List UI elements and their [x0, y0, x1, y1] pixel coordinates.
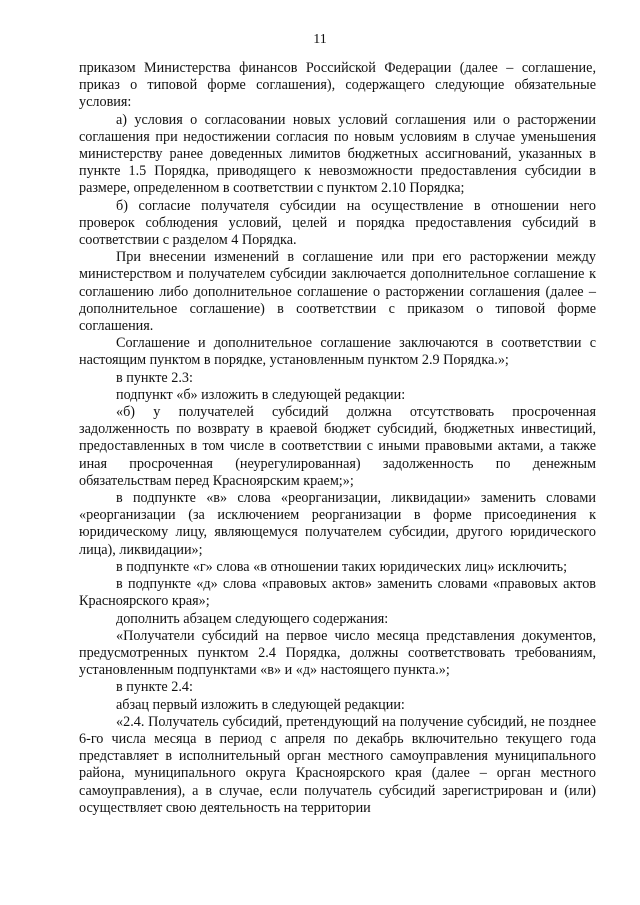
paragraph-add-abzac: дополнить абзацем следующего содержания:: [116, 610, 389, 627]
paragraph-clause-2-4-text: «2.4. Получатель субсидий, претендующий на получение субсидий, не позднее 6-го числа месяца в период с апреля по декабрь включительно текущего года представляет в исполнительный орган местного самоуправления муниципального района, муниципального округа Красноярского края (далее – орган местного самоуправления), а в случае, если получатель субсидий зарегистрирован и (или) осуществляет свою деятельность на территории: [79, 713, 596, 816]
paragraph-condition-a: а) условия о согласовании новых условий соглашения или о расторжении соглашения при недостижении согласия по новым условиям в случае уменьшения министерству ранее доведенных лимитов бюджетных ассигнований, указанных в пункте 1.5 Порядка, приводящего к невозможности предоставления субсидии в размере, определенном в соответствии с пунктом 2.10 Порядка;: [79, 111, 596, 197]
paragraph-recipients-requirement: «Получатели субсидий на первое число месяца представления документов, предусмотренных пунктом 2.4 Порядка, должны соответствовать требованиям, установленным подпунктами «в» и «д» настоящего пункта.»;: [79, 627, 596, 679]
page-number: 11: [313, 32, 327, 47]
document-body: [79, 60, 596, 817]
paragraph-amendments: При внесении изменений в соглашение или при его расторжении между министерством и получателем субсидии заключается дополнительное соглашение к соглашению либо дополнительное соглашение о расторжении соглашения (далее – дополнительное соглашение) в соответствии с приказом о типовой форме соглашения.: [79, 249, 596, 335]
paragraph-condition-b: б) согласие получателя субсидии на осуществление в отношении него проверок соблюдения условий, целей и порядка предоставления субсидий в соответствии с разделом 4 Порядка.: [79, 197, 596, 249]
paragraph-agreement-conclusion: Соглашение и дополнительное соглашение заключаются в соответствии с настоящим пунктом в порядке, установленным пунктом 2.9 Порядка.»;: [79, 335, 596, 369]
paragraph-clause-2-4: в пункте 2.4:: [116, 679, 193, 696]
paragraph-subclause-v: в подпункте «в» слова «реорганизации, ликвидации» заменить словами «реорганизации (за исключением реорганизации в форме присоединения к юридическому лицу, являющемуся получателем субсидии, другого юридического лица), ликвидации»;: [79, 490, 596, 558]
paragraph-intro: приказом Министерства финансов Российской Федерации (далее – соглашение, приказ о типовой форме соглашения), содержащего следующие обязательные условия:: [79, 60, 596, 111]
paragraph-subclause-b-text: «б) у получателей субсидий должна отсутствовать просроченная задолженность по возврату в краевой бюджет субсидий, бюджетных инвестиций, предоставленных в том числе в соответствии с иными правовыми актами, а также иная просроченная (неурегулированная) задолженность по денежным обязательствам перед Красноярским краем;»;: [79, 404, 596, 489]
paragraph-subclause-d: в подпункте «д» слова «правовых актов» заменить словами «правовых актов Красноярского края»;: [79, 576, 596, 610]
paragraph-subclause-g: в подпункте «г» слова «в отношении таких юридических лиц» исключить;: [116, 558, 568, 575]
paragraph-subclause-b-heading: подпункт «б» изложить в следующей редакции:: [116, 386, 406, 403]
paragraph-first-abzac-heading: абзац первый изложить в следующей редакции:: [116, 696, 405, 713]
paragraph-clause-2-3: в пункте 2.3:: [116, 369, 193, 386]
